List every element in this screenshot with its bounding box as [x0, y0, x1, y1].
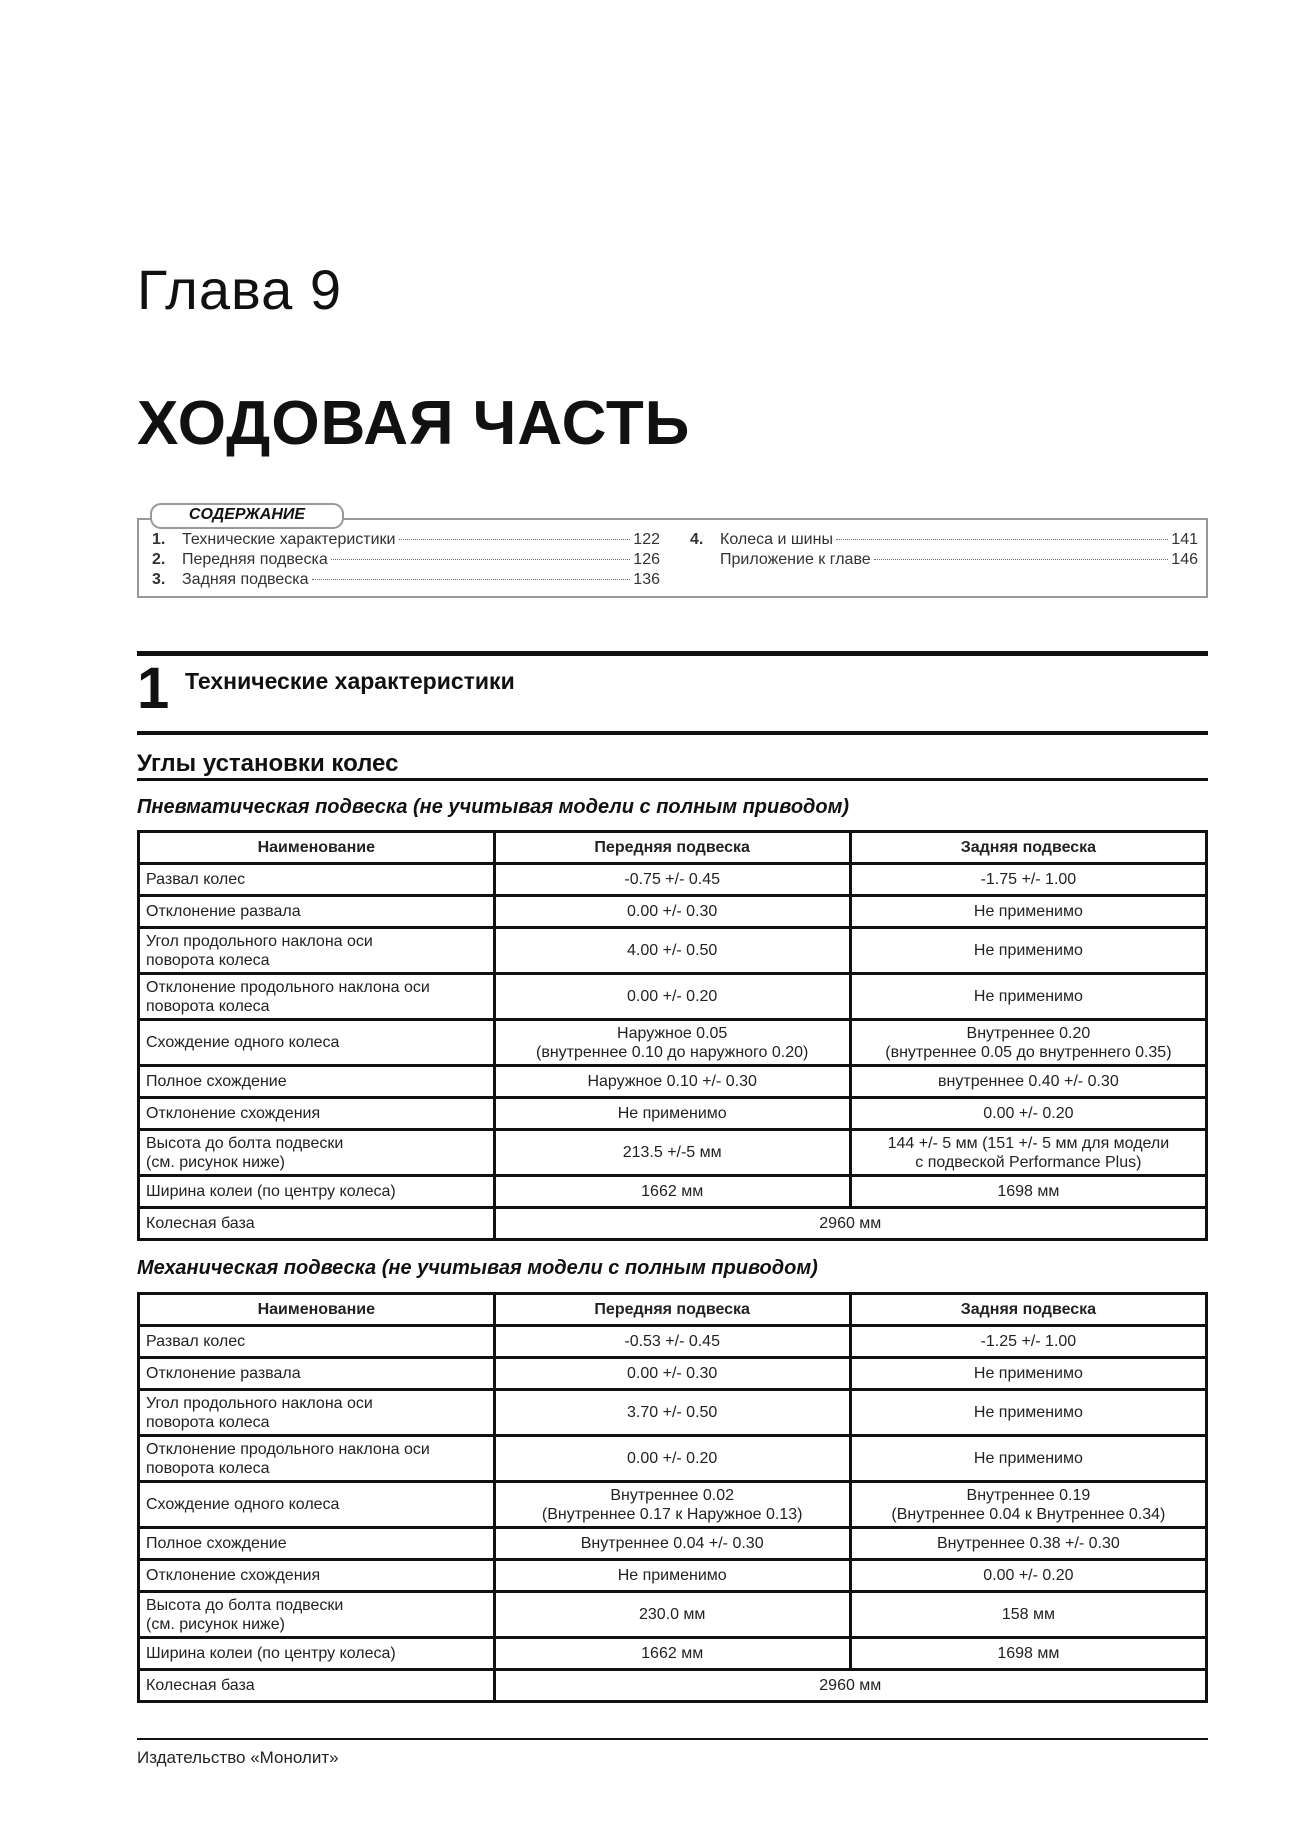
- value-cell-rear: 0.00 +/- 0.20: [850, 1560, 1206, 1592]
- toc-leader: [331, 559, 630, 560]
- value-cell-front: 3.70 +/- 0.50: [494, 1390, 850, 1436]
- value-cell-rear: Внутреннее 0.38 +/- 0.30: [850, 1528, 1206, 1560]
- param-name-cell: Высота до болта подвески (см. рисунок ниже): [139, 1130, 495, 1176]
- table-row: [139, 1020, 1207, 1066]
- value-cell-front: 1662 мм: [494, 1176, 850, 1208]
- param-name-cell: Отклонение развала: [139, 1358, 495, 1390]
- value-cell-rear: Внутреннее 0.20 (внутреннее 0.05 до внутреннего 0.35): [850, 1020, 1206, 1066]
- value-cell-front: 0.00 +/- 0.20: [494, 974, 850, 1020]
- param-name-cell: Отклонение развала: [139, 896, 495, 928]
- toc-item-number: 3.: [152, 571, 166, 588]
- table-row: [139, 1066, 1207, 1098]
- param-name-cell: Схождение одного колеса: [139, 1020, 495, 1066]
- value-cell-rear: Не применимо: [850, 1436, 1206, 1482]
- table-row: [139, 1670, 1207, 1702]
- column-header: Задняя подвеска: [850, 832, 1206, 864]
- value-cell-front: -0.75 +/- 0.45: [494, 864, 850, 896]
- table-row: [139, 928, 1207, 974]
- value-cell-front: Внутреннее 0.02 (Внутреннее 0.17 к Наружное 0.13): [494, 1482, 850, 1528]
- value-cell-front: 0.00 +/- 0.30: [494, 1358, 850, 1390]
- spec-table-pneumatic: [137, 830, 1208, 1241]
- table-row: [139, 1176, 1207, 1208]
- value-cell-rear: Внутреннее 0.19 (Внутреннее 0.04 к Внутреннее 0.34): [850, 1482, 1206, 1528]
- section-number: 1: [137, 656, 170, 721]
- param-name-cell: Полное схождение: [139, 1528, 495, 1560]
- table-row: [139, 1592, 1207, 1638]
- subsection-rule: [137, 778, 1208, 781]
- toc-leader: [312, 579, 631, 580]
- param-name-cell: Высота до болта подвески (см. рисунок ниже): [139, 1592, 495, 1638]
- toc-item-page: 146: [1171, 551, 1198, 568]
- table-row: [139, 1436, 1207, 1482]
- value-cell-rear: -1.25 +/- 1.00: [850, 1326, 1206, 1358]
- table-row: [139, 896, 1207, 928]
- value-cell-front: 230.0 мм: [494, 1592, 850, 1638]
- column-header: Передняя подвеска: [494, 1294, 850, 1326]
- value-cell-rear: 144 +/- 5 мм (151 +/- 5 мм для модели с подвеской Performance Plus): [850, 1130, 1206, 1176]
- value-cell-front: 1662 мм: [494, 1638, 850, 1670]
- table-caption-mechanical: Механическая подвеска (не учитывая модели с полным приводом): [137, 1257, 818, 1279]
- value-cell-rear: 1698 мм: [850, 1176, 1206, 1208]
- table-row: [139, 1528, 1207, 1560]
- toc-item[interactable]: [152, 571, 660, 589]
- toc-item-page: 141: [1171, 531, 1198, 548]
- value-cell-rear: Не применимо: [850, 1390, 1206, 1436]
- value-cell-rear: Не применимо: [850, 974, 1206, 1020]
- section-rule-top: [137, 651, 1208, 656]
- table-row: [139, 864, 1207, 896]
- value-cell-rear: внутреннее 0.40 +/- 0.30: [850, 1066, 1206, 1098]
- value-cell-front: -0.53 +/- 0.45: [494, 1326, 850, 1358]
- chapter-label: Глава 9: [137, 258, 342, 321]
- toc-item-label: Колеса и шины: [720, 531, 833, 548]
- param-name-cell: Полное схождение: [139, 1066, 495, 1098]
- table-row: [139, 1358, 1207, 1390]
- table-row: [139, 974, 1207, 1020]
- param-name-cell: Развал колес: [139, 1326, 495, 1358]
- toc-title: СОДЕРЖАНИЕ: [150, 503, 344, 529]
- section-title: Технические характеристики: [185, 668, 515, 694]
- value-cell-both: 2960 мм: [494, 1208, 1206, 1240]
- toc-leader: [836, 539, 1168, 540]
- spec-table-mechanical: [137, 1292, 1208, 1703]
- column-header: Передняя подвеска: [494, 832, 850, 864]
- part-title: ХОДОВАЯ ЧАСТЬ: [137, 389, 691, 458]
- toc-item[interactable]: [152, 531, 660, 549]
- column-header: Наименование: [139, 1294, 495, 1326]
- table-row: [139, 1390, 1207, 1436]
- footer-publisher: Издательство «Монолит»: [137, 1748, 339, 1767]
- table-row: [139, 1326, 1207, 1358]
- table-caption-pneumatic: Пневматическая подвеска (не учитывая модели с полным приводом): [137, 796, 850, 818]
- param-name-cell: Отклонение схождения: [139, 1560, 495, 1592]
- value-cell-rear: Не применимо: [850, 928, 1206, 974]
- table-row: [139, 1208, 1207, 1240]
- param-name-cell: Ширина колеи (по центру колеса): [139, 1638, 495, 1670]
- value-cell-front: Не применимо: [494, 1098, 850, 1130]
- table-row: [139, 1560, 1207, 1592]
- value-cell-rear: 1698 мм: [850, 1638, 1206, 1670]
- param-name-cell: Отклонение продольного наклона оси поворота колеса: [139, 974, 495, 1020]
- toc-item-page: 126: [633, 551, 660, 568]
- table-row: [139, 1482, 1207, 1528]
- toc-item-label: Технические характеристики: [182, 531, 396, 548]
- param-name-cell: Схождение одного колеса: [139, 1482, 495, 1528]
- value-cell-front: Наружное 0.05 (внутреннее 0.10 до наружного 0.20): [494, 1020, 850, 1066]
- param-name-cell: Угол продольного наклона оси поворота колеса: [139, 928, 495, 974]
- toc-item-number: 4.: [690, 531, 704, 548]
- column-header: Задняя подвеска: [850, 1294, 1206, 1326]
- value-cell-rear: 0.00 +/- 0.20: [850, 1098, 1206, 1130]
- column-header: Наименование: [139, 832, 495, 864]
- toc-item-label: Передняя подвеска: [182, 551, 328, 568]
- toc-leader: [874, 559, 1169, 560]
- param-name-cell: Ширина колеи (по центру колеса): [139, 1176, 495, 1208]
- value-cell-front: 0.00 +/- 0.20: [494, 1436, 850, 1482]
- toc-item[interactable]: [152, 551, 660, 569]
- value-cell-rear: -1.75 +/- 1.00: [850, 864, 1206, 896]
- param-name-cell: Угол продольного наклона оси поворота колеса: [139, 1390, 495, 1436]
- subsection-title: Углы установки колес: [137, 750, 399, 777]
- table-row: [139, 1130, 1207, 1176]
- toc-item[interactable]: [690, 531, 1198, 549]
- param-name-cell: Колесная база: [139, 1208, 495, 1240]
- value-cell-both: 2960 мм: [494, 1670, 1206, 1702]
- table-row: [139, 1098, 1207, 1130]
- toc-item-label: Приложение к главе: [720, 551, 871, 568]
- param-name-cell: Развал колес: [139, 864, 495, 896]
- table-header-row: [139, 1294, 1207, 1326]
- toc-item-page: 136: [633, 571, 660, 588]
- toc-leader: [399, 539, 631, 540]
- param-name-cell: Отклонение схождения: [139, 1098, 495, 1130]
- value-cell-rear: Не применимо: [850, 1358, 1206, 1390]
- toc-item-label: Задняя подвеска: [182, 571, 309, 588]
- table-header-row: [139, 832, 1207, 864]
- value-cell-front: Не применимо: [494, 1560, 850, 1592]
- value-cell-front: 213.5 +/-5 мм: [494, 1130, 850, 1176]
- section-rule-bottom: [137, 731, 1208, 735]
- param-name-cell: Отклонение продольного наклона оси поворота колеса: [139, 1436, 495, 1482]
- param-name-cell: Колесная база: [139, 1670, 495, 1702]
- toc-item[interactable]: [690, 551, 1198, 569]
- value-cell-front: 4.00 +/- 0.50: [494, 928, 850, 974]
- value-cell-rear: Не применимо: [850, 896, 1206, 928]
- footer-rule: [137, 1738, 1208, 1740]
- value-cell-rear: 158 мм: [850, 1592, 1206, 1638]
- value-cell-front: 0.00 +/- 0.30: [494, 896, 850, 928]
- value-cell-front: Наружное 0.10 +/- 0.30: [494, 1066, 850, 1098]
- value-cell-front: Внутреннее 0.04 +/- 0.30: [494, 1528, 850, 1560]
- table-row: [139, 1638, 1207, 1670]
- toc-item-page: 122: [633, 531, 660, 548]
- toc-item-number: 1.: [152, 531, 166, 548]
- toc-item-number: 2.: [152, 551, 166, 568]
